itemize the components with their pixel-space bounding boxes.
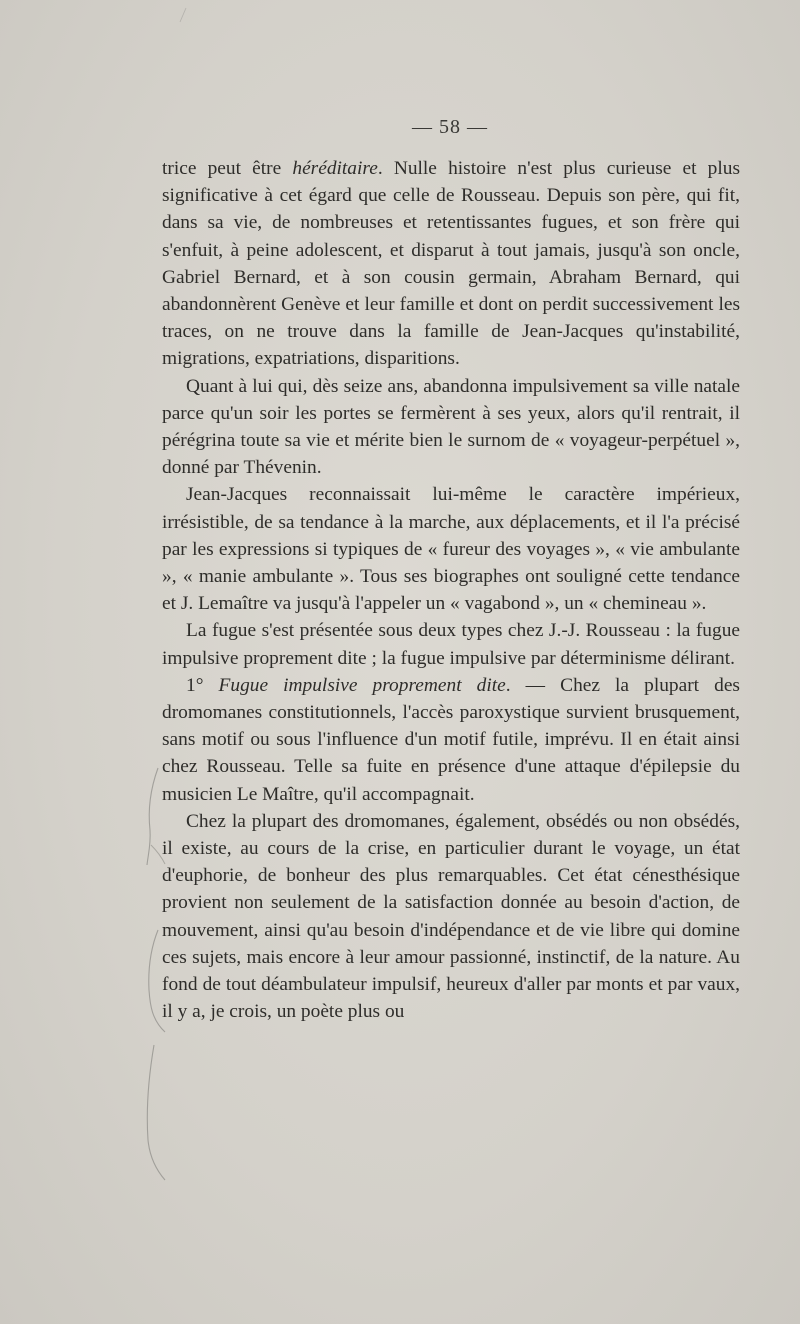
- paragraph: [162, 808, 740, 1026]
- paragraph: [162, 672, 740, 808]
- text-run: trice peut être: [162, 158, 293, 179]
- paragraph: [162, 617, 740, 671]
- pencil-bracket-mark: [180, 8, 186, 22]
- text-run: Jean-Jacques reconnaissait lui-même le caractère impérieux, irrésistible, de sa tendance à la marche, aux déplacements, et il l'a précisé par les expressions si typiques de « fureur des voyages », « vie ambulante », « manie ambulante ». Tous ses biographes ont souligné cette tendance et J. Lemaître va jusqu'à l'appeler un « vagabond », un « chemineau ».: [162, 484, 740, 615]
- body-text: [162, 155, 740, 1026]
- paragraph: [162, 373, 740, 482]
- page-number: — 58 —: [412, 116, 488, 138]
- pencil-bracket-mark: [147, 1045, 165, 1180]
- text-run: La fugue s'est présentée sous deux types chez J.-J. Rousseau : la fugue impulsive proprement dite ; la fugue impulsive par déterminisme délirant.: [162, 620, 740, 669]
- italic-text: héréditaire: [292, 158, 378, 179]
- text-run: Quant à lui qui, dès seize ans, abandonna impulsivement sa ville natale parce qu'un soir les portes se fermèrent à ses yeux, alors qu'il rentrait, il pérégrina toute sa vie et mérite bien le surnom de « voyageur-perpétuel », donné par Thévenin.: [162, 375, 740, 479]
- text-run: Chez la plupart des dromomanes, également, obsédés ou non obsédés, il existe, au cours de la crise, en particulier durant le voyage, un état d'euphorie, de bonheur des plus remarquables. Cet état cénesthésique provient non seulement de la satisfaction donnée au besoin d'action, de mouvement, ainsi qu'au besoin d'indépendance et de vie libre qui domine ces sujets, mais encore à leur amour passionné, instinctif, de la nature. Au fond de tout déambulateur impulsif, heureux d'aller par monts et par vaux, il y a, je crois, un poète plus ou: [162, 810, 740, 1023]
- text-run: . — Chez la plupart des dromomanes constitutionnels, l'accès paroxystique survient brusquement, sans motif ou sous l'influence d'un motif futile, imprévu. Il en était ainsi chez Rousseau. Telle sa fuite en présence d'une attaque d'épilepsie du musicien Le Maître, qu'il accompagnait.: [162, 674, 740, 805]
- paragraph: [162, 155, 740, 373]
- paragraph: [162, 481, 740, 617]
- text-run: 1°: [186, 674, 219, 696]
- pencil-bracket-mark: [147, 768, 158, 865]
- text-run: . Nulle histoire n'est plus curieuse et plus significative à cet égard que celle de Rousseau. Depuis son père, qui fit, dans sa vie, de nombreuses et retentissantes fugues, et son frère qui s'enfuit, à peine adolescent, et disparut à tout jamais, jusqu'à son oncle, Gabriel Bernard, et à son cousin germain, Abraham Bernard, qui abandonnèrent Genève et leur famille et dont on perdit successivement les traces, on ne trouve dans la famille de Jean-Jacques qu'instabilité, migrations, expatriations, disparitions.: [162, 158, 740, 370]
- italic-text: Fugue impulsive proprement dite: [218, 674, 506, 696]
